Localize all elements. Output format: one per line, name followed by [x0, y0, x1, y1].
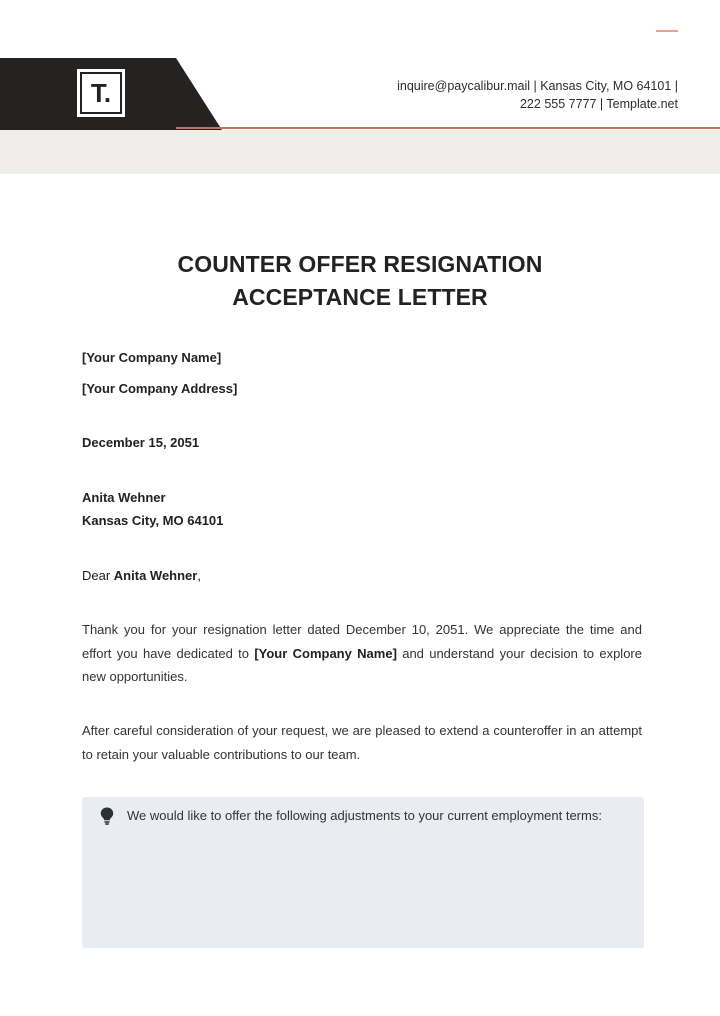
paragraph-1 [82, 618, 642, 689]
letterhead-rule [176, 127, 720, 129]
salutation-prefix: Dear [82, 568, 114, 583]
paragraph-1-text-b: and understand your decision to explore new opportunities. [82, 645, 642, 684]
company-name: [Your Company Name] [82, 350, 222, 365]
paragraph-1-text-a: Thank you for your resignation letter dated December 10, 2051. We appreciate the time and effort you have dedicated to [82, 622, 642, 661]
callout-box [82, 797, 644, 948]
salutation-name: Anita Wehner [113, 568, 198, 583]
recipient-city: Kansas City, MO 64101 [82, 513, 224, 528]
letter-date: December 15, 2051 [82, 435, 200, 450]
recipient-name: Anita Wehner [82, 490, 166, 505]
document-title [0, 248, 720, 314]
company-address: [Your Company Address] [82, 381, 238, 396]
callout-text: We would like to offer the following adjustments to your current employment terms: [127, 808, 602, 823]
paragraph-1-company: [Your Company Name] [254, 645, 397, 661]
contact-line-1: inquire@paycalibur.mail | Kansas City, MO 64101 | [397, 79, 678, 93]
contact-line-2: 222 555 7777 | Template.net [519, 97, 678, 111]
title-line-2: ACCEPTANCE LETTER [232, 284, 488, 310]
letterhead [0, 58, 720, 130]
salutation-suffix: , [197, 568, 201, 583]
accent-dash [656, 30, 678, 32]
title-line-1: COUNTER OFFER RESIGNATION [177, 251, 543, 277]
salutation [82, 568, 201, 583]
paragraph-2: After careful consideration of your request, we are pleased to extend a counteroffer in an attempt to retain your valuable contributions to our team. [82, 723, 642, 762]
company-logo: T. [77, 69, 125, 117]
lightbulb-icon [100, 807, 114, 825]
header-gray-band [0, 130, 720, 174]
contact-info [278, 77, 678, 113]
